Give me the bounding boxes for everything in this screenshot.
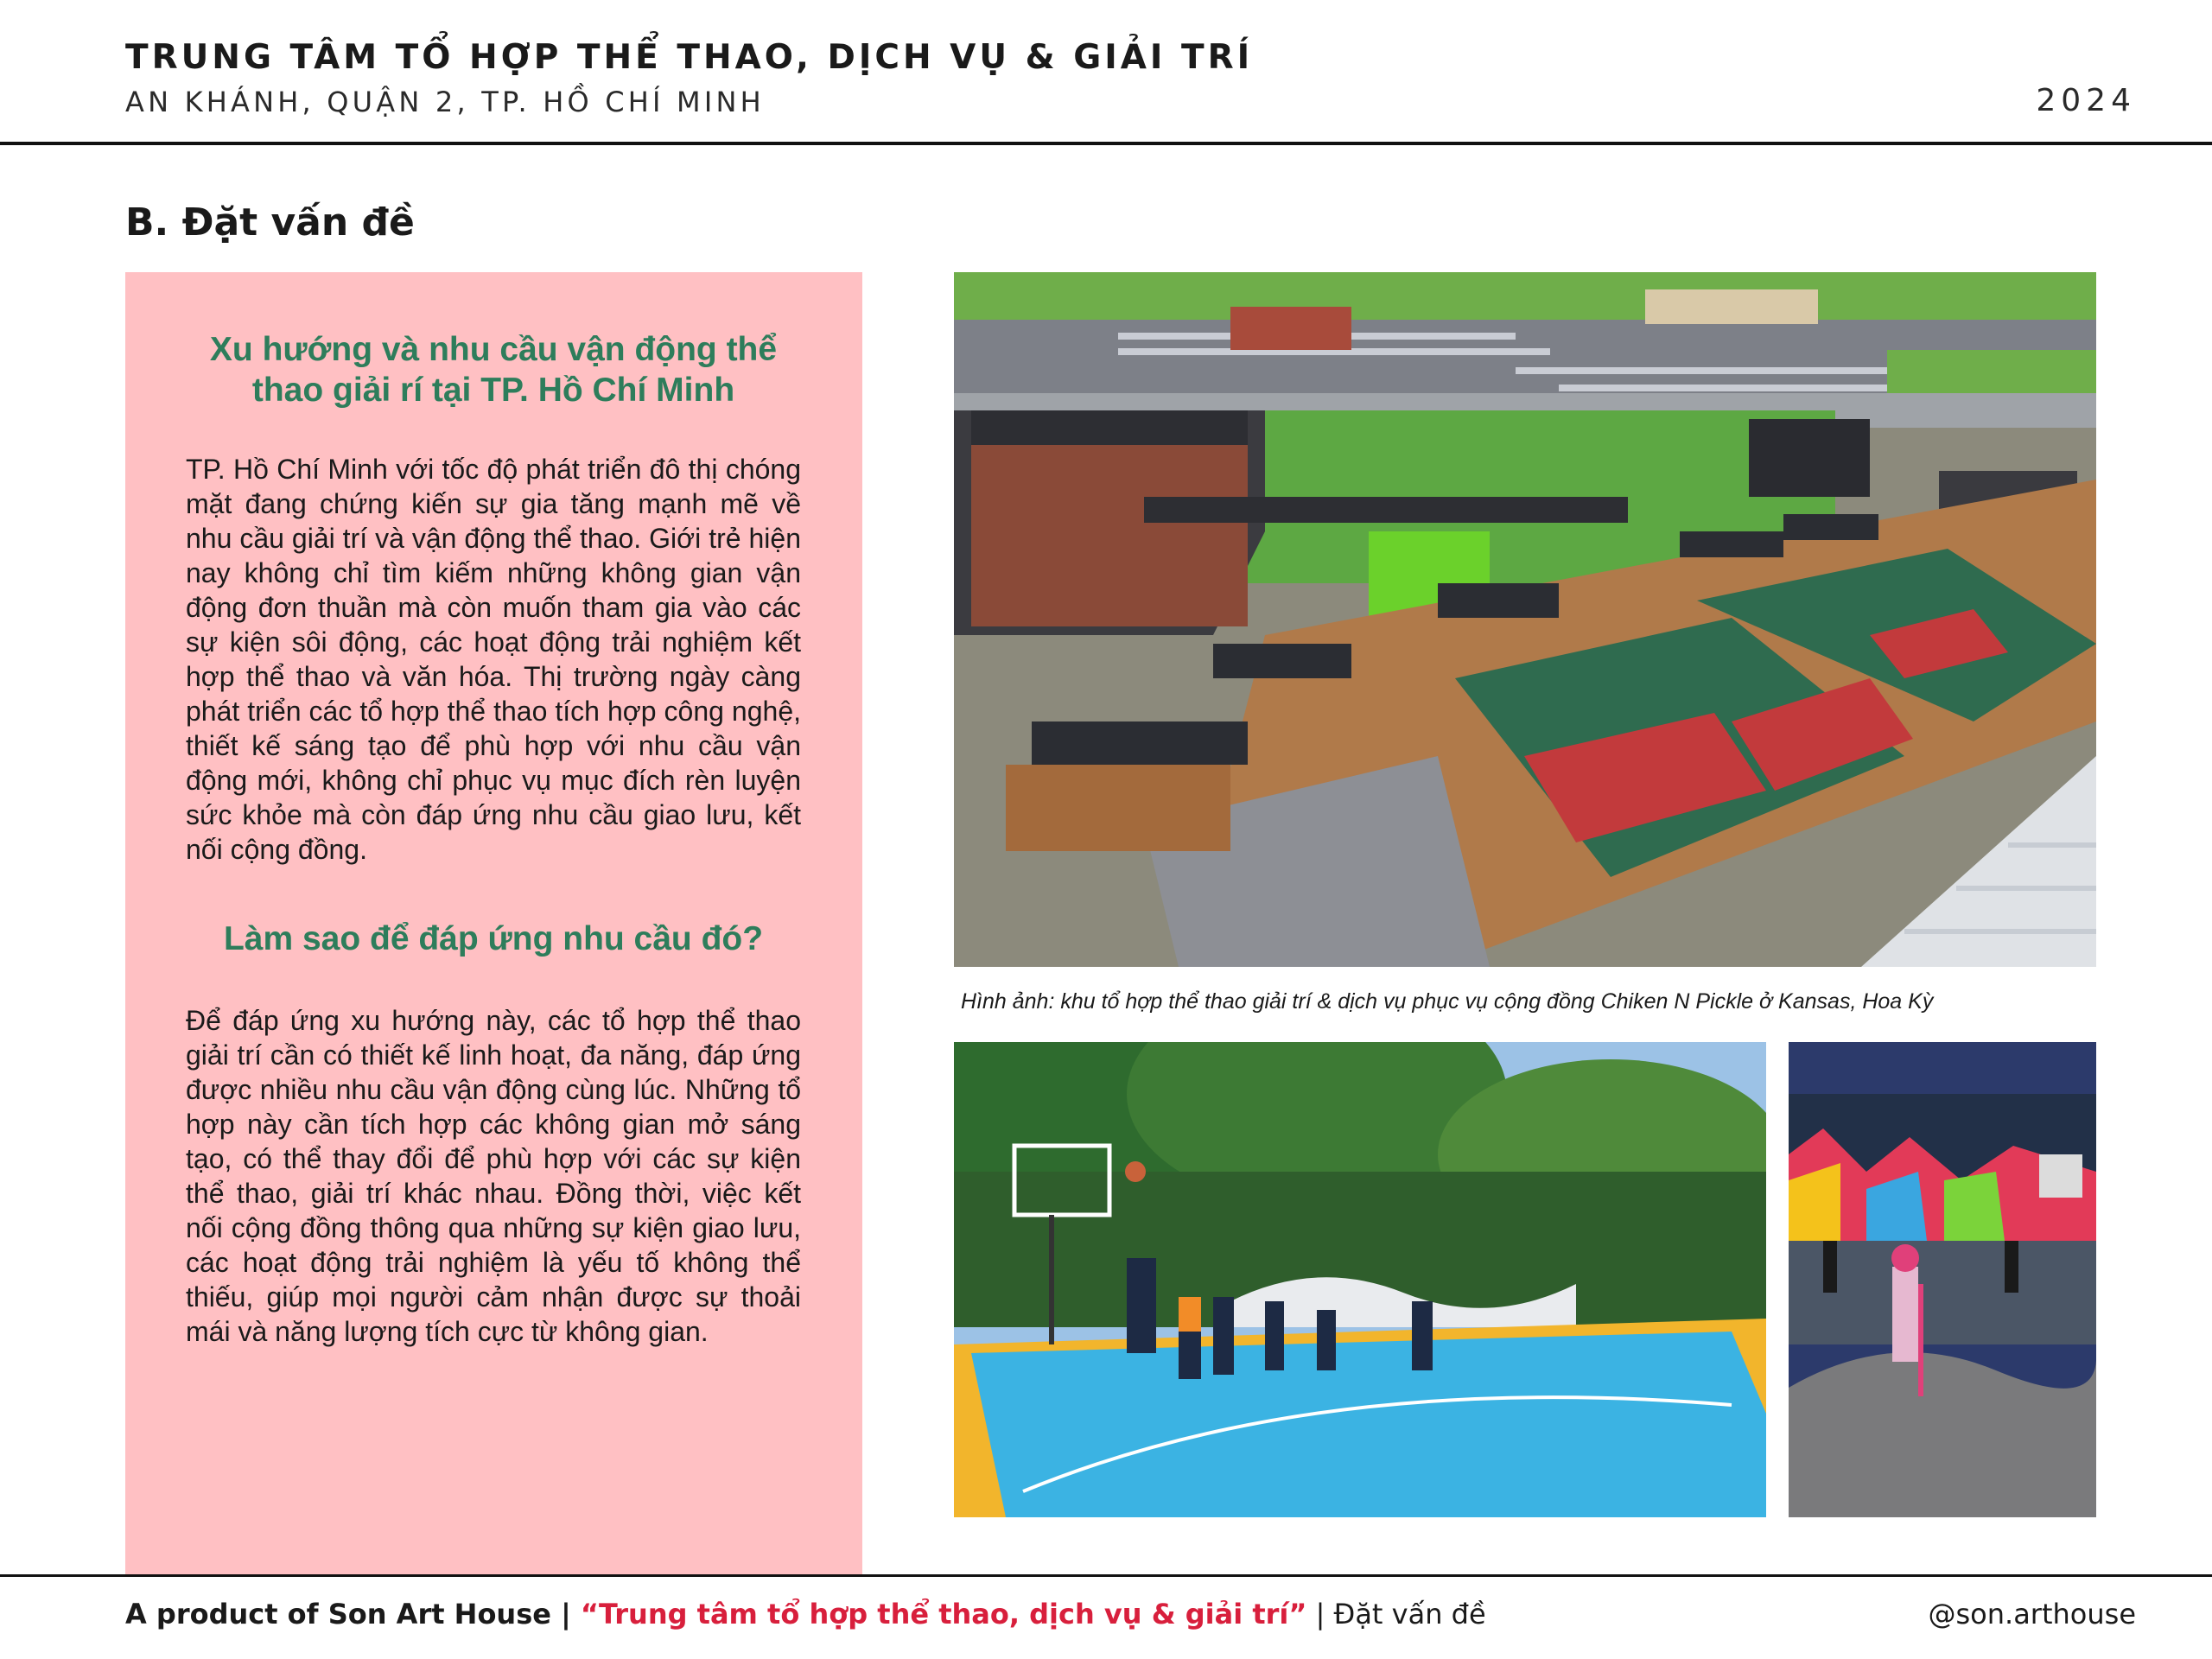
- footer-page-name: Đặt vấn đề: [1333, 1598, 1486, 1630]
- footer-separator: |: [550, 1598, 581, 1630]
- social-handle: @son.arthouse: [1928, 1598, 2136, 1630]
- panel-body-trend: TP. Hồ Chí Minh với tốc độ phát triển đô thị chóng mặt đang chứng kiến sự gia tăng mạnh mẽ về nhu cầu giải trí và vận động thể thao. Giới trẻ hiện nay không chỉ tìm kiếm những không gian vận động đơn thuần mà còn muốn tham gia vào các sự kiện sôi động, các hoạt động trải nghiệm kết hợp thể thao và văn hóa. Thị trường ngày càng phát triển các tổ hợp thể thao tích hợp công nghệ, thiết kế sáng tạo để phù hợp với nhu cầu vận động mới, không chỉ phục vụ mục đích rèn luyện sức khỏe mà còn đáp ứng nhu cầu giao lưu, kết nối cộng đồng.: [186, 454, 801, 865]
- document-location: AN KHÁNH, QUẬN 2, TP. HỒ CHÍ MINH: [125, 86, 765, 118]
- panel-heading-solution: Làm sao để đáp ứng nhu cầu đó?: [223, 920, 764, 957]
- basketball-court-photo: [954, 1042, 1766, 1517]
- aerial-complex-photo: [954, 272, 2096, 967]
- text-panel: [125, 272, 862, 1575]
- document-year: 2024: [2036, 83, 2136, 118]
- footer-credit: [125, 1598, 1486, 1630]
- panel-body-solution: Để đáp ứng xu hướng này, các tổ hợp thể thao giải trí cần có thiết kế linh hoạt, đa năng, đáp ứng được nhiều nhu cầu vận động cùng lúc. Những tổ hợp này cần tích hợp các không gian mở sáng tạo, có thể thay đổi để phù hợp với các sự kiện thể thao, giải trí khác nhau. Đồng thời, việc kết nối cộng đồng thông qua những sự kiện giao lưu, các hoạt động trải nghiệm là yếu tố không thể thiếu, giúp mọi người cảm nhận được sự thoải mái và năng lượng tích cực từ không gian.: [186, 1005, 801, 1347]
- footer-separator-2: |: [1306, 1598, 1334, 1630]
- panel-heading-trend: Xu hướng và nhu cầu vận động thể thao giải rí tại TP. Hồ Chí Minh: [209, 331, 778, 409]
- section-title: B. Đặt vấn đề: [125, 200, 415, 245]
- footer-brand: A product of Son Art House: [125, 1598, 551, 1630]
- night-court-photo: [1789, 1042, 2096, 1517]
- header-divider: [0, 142, 2212, 145]
- footer-project-name: “Trung tâm tổ hợp thể thao, dịch vụ & giải trí”: [580, 1598, 1307, 1630]
- footer-divider: [0, 1574, 2212, 1577]
- photo-caption: Hình ảnh: khu tổ hợp thể thao giải trí & dịch vụ phục vụ cộng đồng Chiken N Pickle ở Kansas, Hoa Kỳ: [961, 989, 1934, 1014]
- document-title: TRUNG TÂM TỔ HỢP THỂ THAO, DỊCH VỤ & GIẢI TRÍ: [125, 38, 1254, 77]
